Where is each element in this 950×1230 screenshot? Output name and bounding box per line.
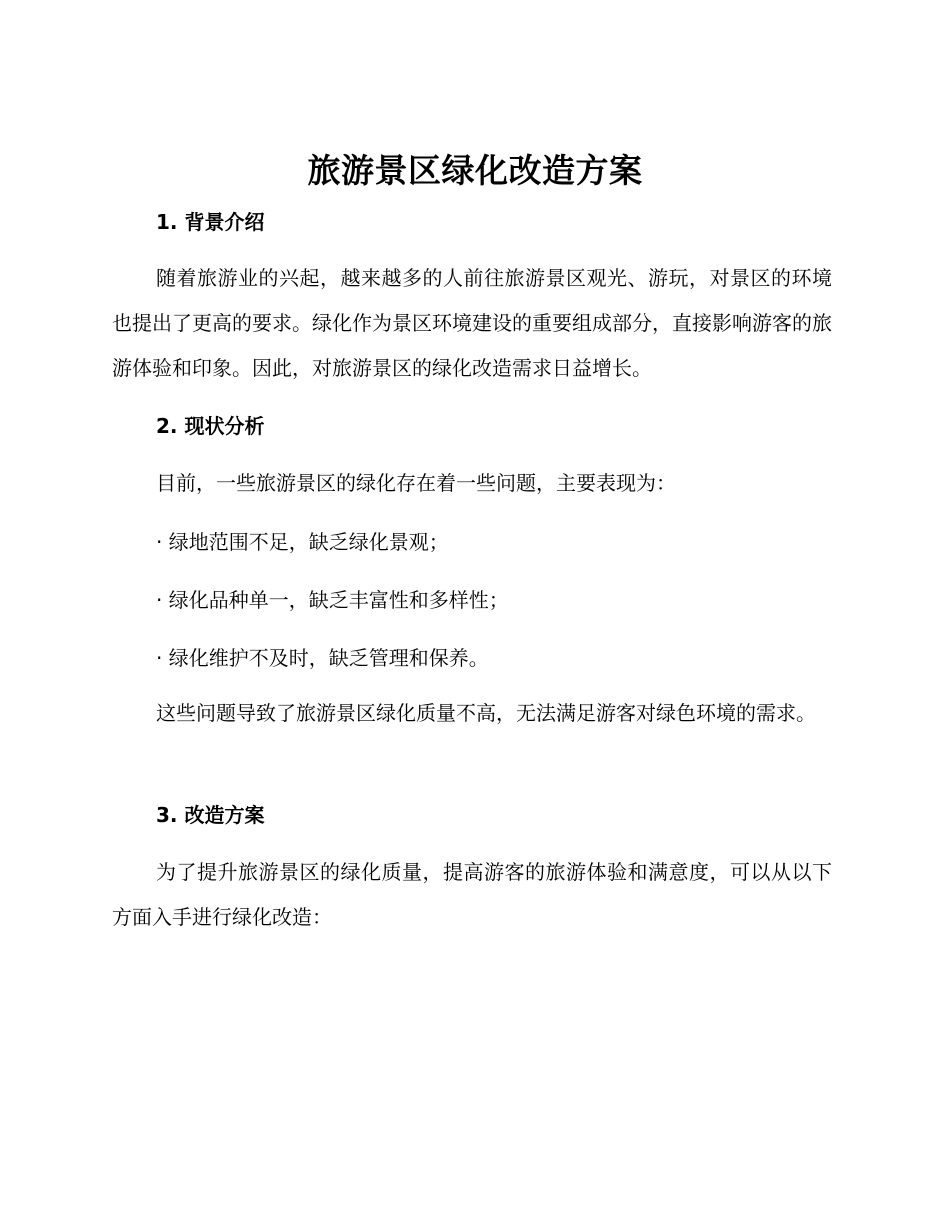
status-intro-paragraph: 目前，一些旅游景区的绿化存在着一些问题，主要表现为：: [156, 471, 676, 495]
section-heading-background: 1. 背景介绍: [156, 210, 265, 234]
status-conclusion-paragraph: 这些问题导致了旅游景区绿化质量不高，无法满足游客对绿色环境的需求。: [156, 701, 816, 725]
plan-paragraph: 为了提升旅游景区的绿化质量，提高游客的旅游体验和满意度，可以从以下方面入手进行绿化改造：: [112, 860, 832, 929]
document-title: 旅游景区绿化改造方案: [307, 151, 643, 190]
status-bullet-item: · 绿化维护不及时，缺乏管理和保养。: [156, 646, 489, 670]
section-heading-status: 2. 现状分析: [156, 414, 265, 438]
status-bullet-item: · 绿化品种单一，缺乏丰富性和多样性；: [156, 588, 509, 612]
status-bullet-item: · 绿地范围不足，缺乏绿化景观；: [156, 530, 449, 554]
section-heading-plan: 3. 改造方案: [156, 803, 265, 827]
background-paragraph: 随着旅游业的兴起，越来越多的人前往旅游景区观光、游玩，对景区的环境也提出了更高的要求。绿化作为景区环境建设的重要组成部分，直接影响游客的旅游体验和印象。因此，对旅游景区的绿化改造需求日益增长。: [112, 266, 832, 380]
